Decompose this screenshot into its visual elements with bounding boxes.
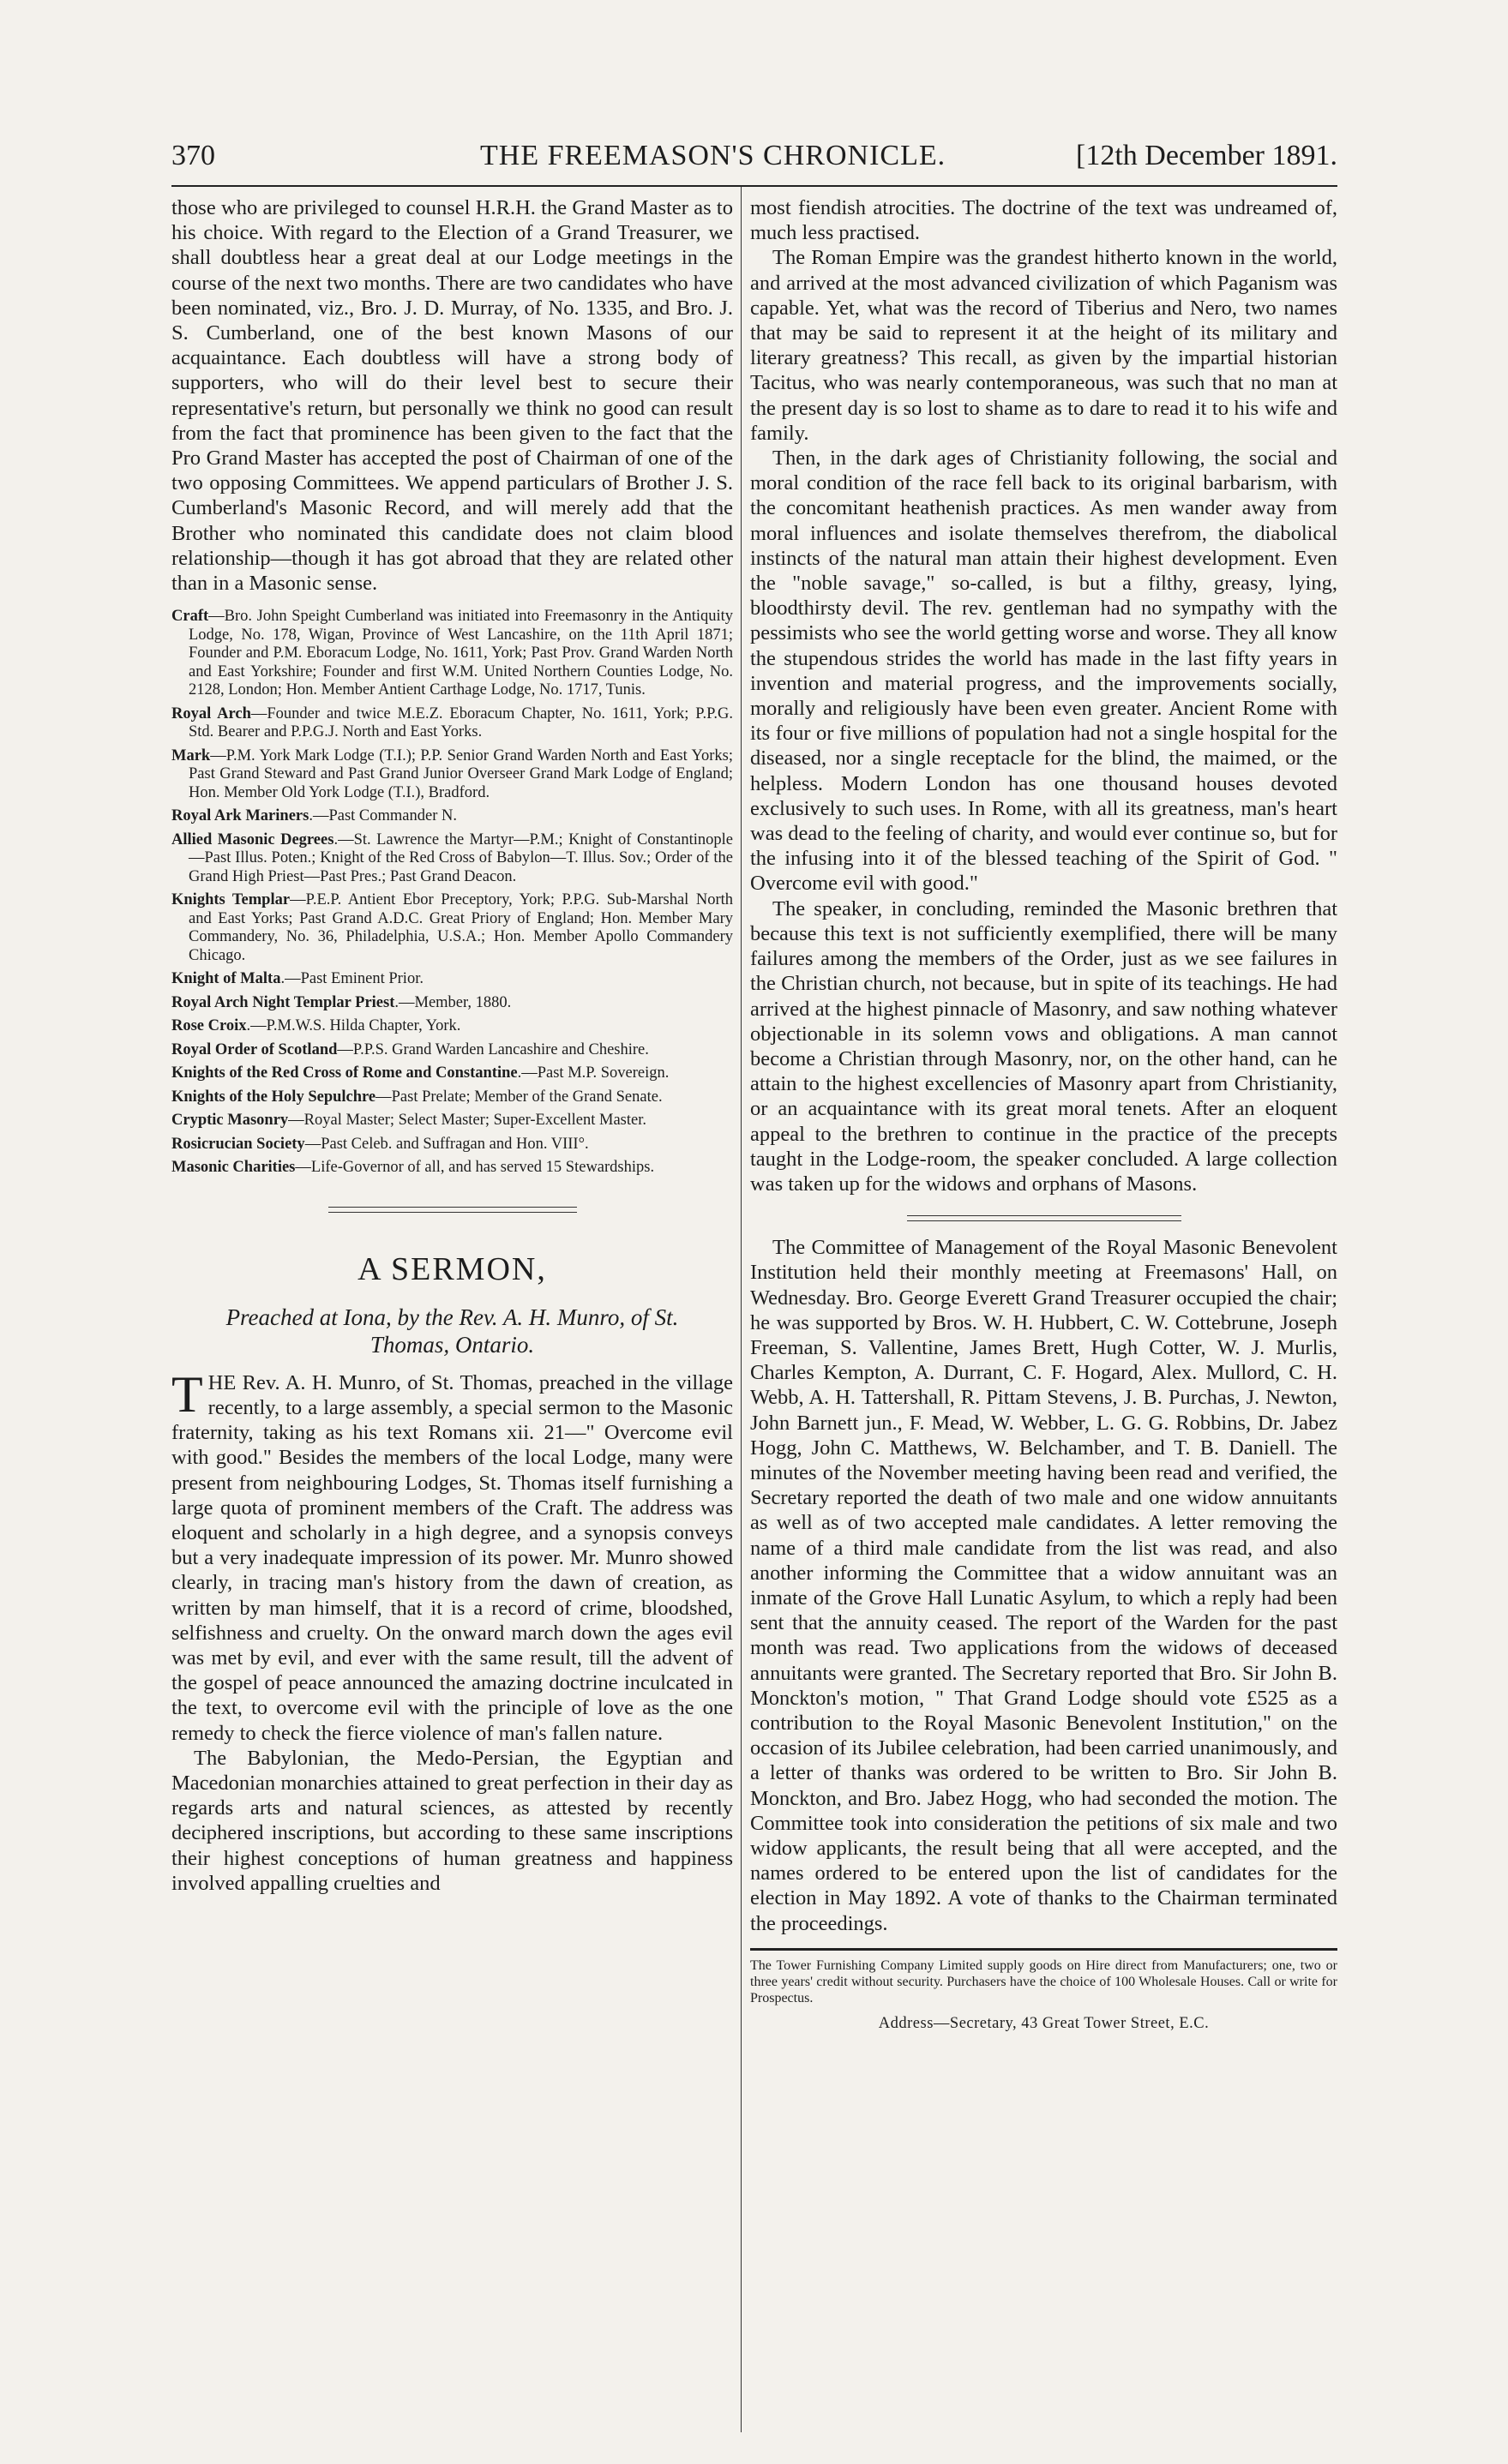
header-rule (171, 185, 1337, 187)
sermon-body (171, 1365, 733, 1896)
sermon-subheading: Preached at Iona, by the Rev. A. H. Munro, of St. Thomas, Ontario. (225, 1304, 679, 1358)
sermon-continued-paragraph: The Roman Empire was the grandest hitherto known in the world, and arrived at the most advanced civilization of which Paganism was capable. Yet, what was the record of Tiberius and Nero, two names that may be said to represent it at the height of its military and literary greatness? This recall, as given by the impartial historian Tacitus, who was nearly contemporaneous, was such that no man at the present day is so lost to shame as to dare to read it to his wife and family. (750, 246, 1337, 445)
sermon-paragraph: HE Rev. A. H. Munro, of St. Thomas, preached in the village recently, to a large assembly, a special sermon to the Masonic fraternity, taking as his text Romans xii. 21—" Overcome evil with good." Besides the members of the local Lodge, many were present from neighbouring Lodges, St. Thomas itself furnishing a large quota of prominent members of the Craft. The address was eloquent and scholarly in a high degree, and a synopsis conveys but a very inadequate impression of its power. Mr. Munro showed clearly, in tracing man's history from the dawn of creation, as written by man himself, that it is a record of crime, bloodshed, selfishness and cruelty. On the onward march down the ages evil was met by evil, and ever with the same result, till the advent of the gospel of peace announced the amazing doctrine inculcated in the text, to overcome evil with the principle of love as the one remedy to check the fierce violence of man's fallen nature. (171, 1370, 733, 1745)
record-entry: Craft—Bro. John Speight Cumberland was initiated into Freemasonry in the Antiquity Lodge, No. 178, Wigan, Province of West Lancashire, on the 11th April 1871; Founder and P.M. Eboracum Lodge, No. 1611, York; Past Prov. Grand Warden North and East Yorkshire; Founder and first W.M. United Northern Counties Lodge, No. 2128, London; Hon. Member Antient Carthage Lodge, No. 1717, Tunis. (171, 608, 733, 699)
sermon-heading: A SERMON, (357, 1250, 547, 1287)
left-column (171, 195, 733, 2432)
advertisement-text: The Tower Furnishing Company Limited supply goods on Hire direct from Manufacturers; one, two or three years' credit without security. Purchasers have the choice of 100 Wholesale Houses. Call or write for Prospectus. (750, 1957, 1337, 2005)
record-entry: Royal Ark Mariners.—Past Commander N. (171, 807, 457, 825)
sermon-continued-paragraph: most fiendish atrocities. The doctrine of the text was undreamed of, much less practised. (750, 196, 1337, 245)
publication-title: THE FREEMASON'S CHRONICLE. (480, 140, 946, 171)
column-divider (741, 187, 742, 2432)
record-entry: Royal Arch Night Templar Priest.—Member, 1880. (171, 993, 512, 1011)
advertisement (750, 1948, 1337, 2033)
record-entry: Knights of the Holy Sepulchre—Past Prelate; Member of the Grand Senate. (171, 1088, 663, 1106)
issue-date: [12th December 1891. (1076, 140, 1337, 171)
record-entry: Rose Croix.—P.M.W.S. Hilda Chapter, York. (171, 1017, 461, 1035)
masonic-record (171, 608, 733, 1178)
record-entry: Cryptic Masonry—Royal Master; Select Master; Super-Excellent Master. (171, 1112, 646, 1130)
drop-cap: T (171, 1365, 203, 1423)
page-header (171, 133, 1337, 181)
record-entry: Rosicrucian Society—Past Celeb. and Suffragan and Hon. VIII°. (171, 1135, 589, 1153)
page-number: 370 (171, 140, 215, 171)
sermon-continued-paragraph: Then, in the dark ages of Christianity following, the social and moral condition of the race fell back to its original barbarism, with the concomitant heathenish practices. As men wander away from moral influences and isolate themselves therefrom, the diabolical instincts of the natural man attain their highest development. Even the "noble savage," so-called, is but a filthy, greasy, lying, bloodthirsty devil. The rev. gentleman had no sympathy with the pessimists who see the world getting worse and worse. They all know the stupendous strides the world has made in the last fifty years in invention and material progress, and the improvements socially, morally and religiously have been even greater. Ancient Rome with its four or five millions of population had not a single hospital for the diseased, nor a single receptacle for the blind, the maimed, or the helpless. Modern London has one thousand houses devoted exclusively to such uses. In Rome, with all its greatness, man's heart was dead to the feeling of charity, and would ever continue so, but for the infusing into it of the blessed teaching of the Spirit of God. " Overcome evil with good." (750, 447, 1337, 896)
election-paragraph: those who are privileged to counsel H.R.H. the Grand Master as to his choice. With regard to the Election of a Grand Treasurer, we shall doubtless hear a great deal at our Lodge meetings in the course of the next two months. There are two candidates who have been nominated, viz., Bro. J. D. Murray, of No. 1335, and Bro. J. S. Cumberland, one of the best known Masons of our acquaintance. Each doubtless will have a strong body of supporters, who will do their level best to secure their representative's return, but personally we think no good can result from the fact that prominence has been given to the fact that the Pro Grand Master has accepted the post of Chairman of one of the two opposing Committees. We append particulars of Brother J. S. Cumberland's Masonic Record, and will merely add that the Brother who nominated this candidate does not claim blood relationship—though it has got abroad that they are related other than in a Masonic sense. (171, 196, 733, 596)
record-entry: Allied Masonic Degrees.—St. Lawrence the Martyr—P.M.; Knight of Constantinople—Past Illus. Poten.; Knight of the Red Cross of Babylon—T. Illus. Sov.; Order of the Grand High Priest—Past Pres.; Past Grand Deacon. (171, 830, 733, 885)
committee-report-paragraph: The Committee of Management of the Royal Masonic Benevolent Institution held their monthly meeting at Freemasons' Hall, on Wednesday. Bro. George Everett Grand Treasurer occupied the chair; he was supported by Bros. W. H. Hubbert, C. W. Cottebrune, Joseph Freeman, S. Vallentine, James Brett, Hugh Cotter, W. J. Murlis, Charles Kempton, A. Durrant, C. F. Hogard, Alex. Mullord, C. H. Webb, A. H. Tattershall, R. Pittam Stevens, J. B. Purchas, J. Newton, John Barnett jun., F. Mead, W. Webber, L. G. G. Robbins, Dr. Jabez Hogg, John C. Matthews, W. Belchamber, and T. B. Daniell. The minutes of the November meeting having been read and verified, the Secretary reported the death of two male and one widow annuitants as well as of two accepted male candidates. A letter removing the name of a third male candidate from the list was read, and also another informing the Committee that a widow annuitant was an inmate of the Grove Hall Lunatic Asylum, to which a reply had been sent that the annuity ceased. The report of the Warden for the past month was read. Two applications from the widows of deceased annuitants were granted. The Secretary reported that Bro. Sir John B. Monckton's motion, " That Grand Lodge should vote £525 as a contribution to the Royal Masonic Benevolent Institution," on the occasion of its Jubilee celebration, had been carried unanimously, and a letter of thanks was ordered to be written to Bro. Sir John B. Monckton, and Bro. Jabez Hogg, who had seconded the motion. The Committee took into consideration the petitions of six male and two widow applicants, the result being that all were accepted, and the names ordered to be entered upon the list of candidates for the election in May 1892. A vote of thanks to the Chairman terminated the proceedings. (750, 1236, 1337, 1935)
record-entry: Knights Templar—P.E.P. Antient Ebor Preceptory, York; P.P.G. Sub-Marshal North and East Yorks; Past Grand A.D.C. Great Priory of England; Hon. Member Mary Commandery, No. 36, Philadelphia, U.S.A.; Hon. Member Apollo Commandery Chicago. (171, 891, 733, 964)
record-entry: Masonic Charities—Life-Governor of all, and has served 15 Stewardships. (171, 1159, 655, 1177)
record-entry: Knights of the Red Cross of Rome and Constantine.—Past M.P. Sovereign. (171, 1064, 670, 1082)
record-entry: Mark—P.M. York Mark Lodge (T.I.); P.P. Senior Grand Warden North and East Yorks; Past Grand Steward and Past Grand Junior Overseer Grand Mark Lodge of England; Hon. Member Old York Lodge (T.I.), Bradford. (171, 746, 733, 801)
advertisement-address: Address—Secretary, 43 Great Tower Street, E.C. (878, 2014, 1210, 2032)
record-entry: Royal Order of Scotland—P.P.S. Grand Warden Lancashire and Cheshire. (171, 1040, 649, 1058)
section-separator (328, 1207, 577, 1213)
right-column (750, 195, 1337, 2432)
sermon-continued-paragraph: The speaker, in concluding, reminded the Masonic brethren that because this text is not sufficiently exemplified, there will be many failures among the members of the Order, just as we see failures in the Christian church, not because, but in spite of its teachings. He had arrived at the highest pinnacle of Masonry, and saw nothing whatever objectionable in its solemn vows and obligations. A man cannot become a Christian through Masonry, nor, on the other hand, can he attain to the highest excellencies of Masonry apart from Christianity, or an acquaintance with its great moral tenets. After an eloquent appeal to the brethren to continue in the practice of the precepts taught in the Lodge-room, the speaker concluded. A large collection was taken up for the widows and orphans of Masons. (750, 896, 1337, 1196)
record-entry: Royal Arch—Founder and twice M.E.Z. Eboracum Chapter, No. 1611, York; P.P.G. Std. Bearer and P.P.G.J. North and East Yorks. (171, 704, 733, 741)
record-entry: Knight of Malta.—Past Eminent Prior. (171, 970, 424, 988)
sermon-paragraph: The Babylonian, the Medo-Persian, the Egyptian and Macedonian monarchies attained to great perfection in their day as regards arts and natural sciences, as attested by recently deciphered inscriptions, but according to these same inscriptions their highest conceptions of human greatness and happiness involved appalling cruelties and (171, 1746, 733, 1895)
section-separator (907, 1215, 1181, 1221)
